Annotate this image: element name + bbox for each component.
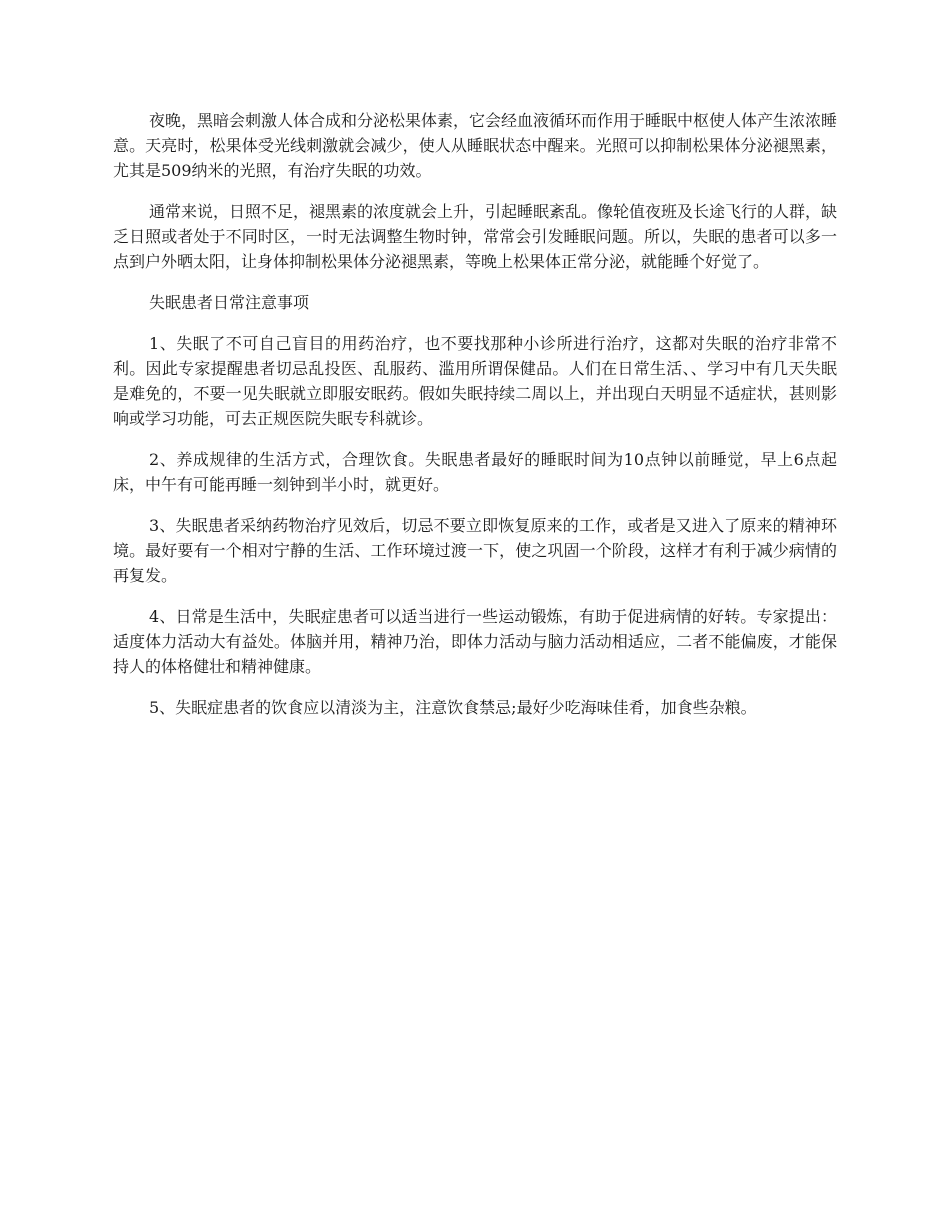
paragraph-tip-4: 4、日常是生活中，失眠症患者可以适当进行一些运动锻炼，有助于促进病情的好转。专家提出：适度体力活动大有益处。体脑并用，精神乃治，即体力活动与脑力活动相适应，二者不能偏废，才能保持人的体格健壮和精神健康。 (113, 607, 837, 676)
paragraph-melatonin-night: 夜晚，黑暗会刺激人体合成和分泌松果体素，它会经血液循环而作用于睡眠中枢使人体产生浓浓睡意。天亮时，松果体受光线刺激就会减少，使人从睡眠状态中醒来。光照可以抑制松果体分泌褪黑素，尤其是509纳米的光照，有治疗失眠的功效。 (113, 111, 838, 180)
paragraph-tip-3: 3、失眠患者采纳药物治疗见效后，切忌不要立即恢复原来的工作，或者是又进入了原来的精神环境。最好要有一个相对宁静的生活、工作环境过渡一下，使之巩固一个阶段，这样才有利于减少病情的再复发。 (113, 516, 837, 585)
paragraph-tip-2: 2、养成规律的生活方式，合理饮食。失眠患者最好的睡眠时间为10点钟以前睡觉，早上6点起床，中午有可能再睡一刻钟到半小时，就更好。 (113, 450, 837, 494)
document-body (113, 108, 837, 736)
paragraph-sunlight-deficiency: 通常来说，日照不足，褪黑素的浓度就会上升，引起睡眠紊乱。像轮值夜班及长途飞行的人群，缺乏日照或者处于不同时区，一时无法调整生物时钟，常常会引发睡眠问题。所以，失眠的患者可以多一点到户外晒太阳，让身体抑制松果体分泌褪黑素，等晚上松果体正常分泌，就能睡个好觉了。 (113, 202, 838, 271)
section-heading: 失眠患者日常注意事项 (149, 293, 310, 312)
paragraph-tip-5: 5、失眠症患者的饮食应以清淡为主，注意饮食禁忌;最好少吃海味佳肴，加食些杂粮。 (149, 698, 757, 717)
paragraph-tip-1: 1、失眠了不可自己盲目的用药治疗，也不要找那种小诊所进行治疗，这都对失眠的治疗非常不利。因此专家提醒患者切忌乱投医、乱服药、滥用所谓保健品。人们在日常生活、、学习中有几天失眠是难免的，不要一见失眠就立即服安眠药。假如失眠持续二周以上，并出现白天明显不适症状，甚则影响或学习功能，可去正规医院失眠专科就诊。 (113, 334, 837, 428)
